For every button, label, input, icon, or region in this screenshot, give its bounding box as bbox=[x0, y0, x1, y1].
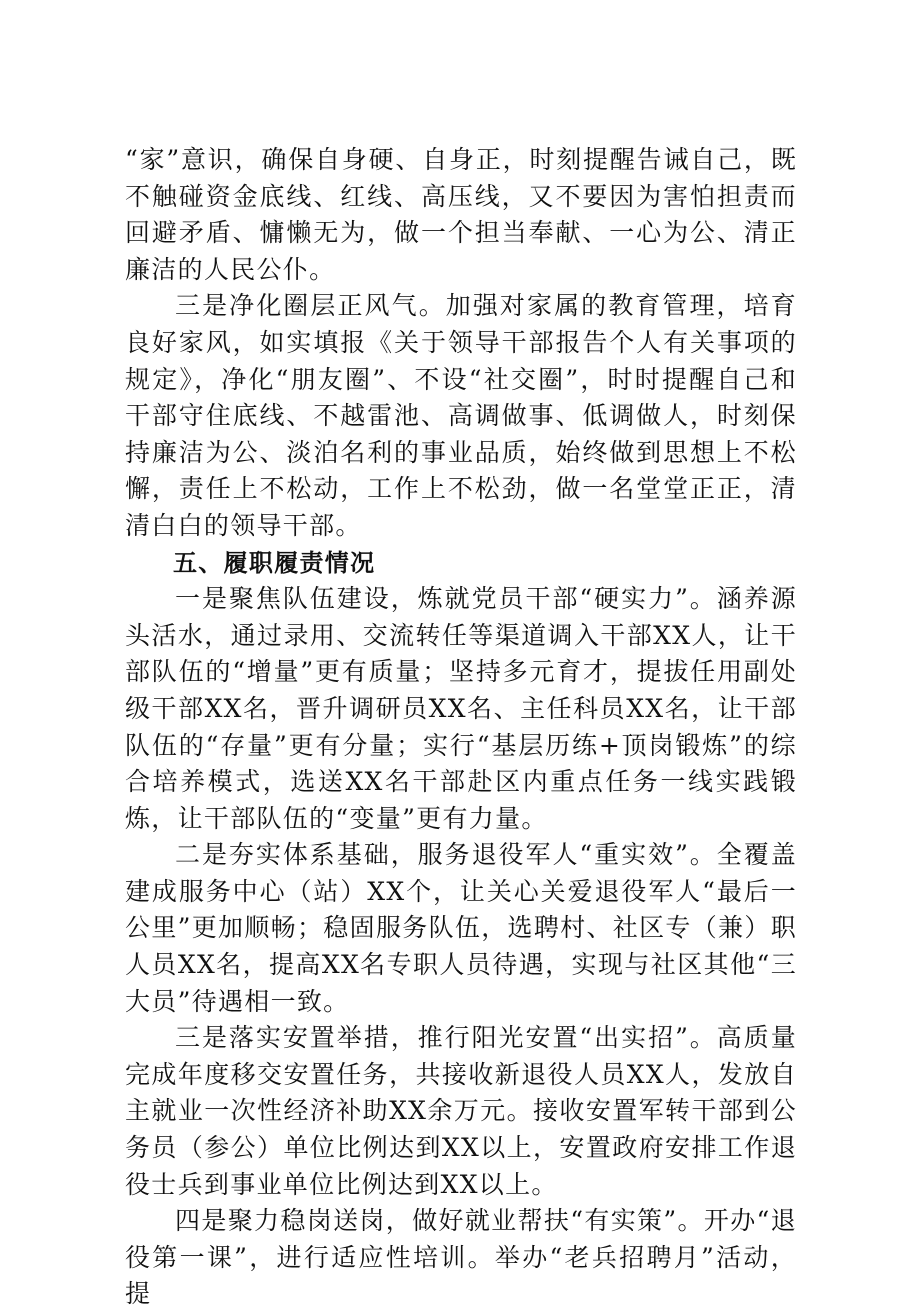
paragraph-purify-circle: 三是净化圈层正风气。加强对家属的教育管理，培育良好家风，如实填报《关于领导干部报告个人有关事项的规定》，净化“朋友圈”、不设“社交圈”，时时提醒自己和干部守住底线、不越雷池、高调做事、低调做人，时刻保持廉洁为公、淡泊名利的事业品质，始终做到思想上不松懈，责任上不松动，工作上不松劲，做一名堂堂正正，清清白白的领导干部。 bbox=[125, 291, 797, 540]
paragraph-team-building: 一是聚焦队伍建设，炼就党员干部“硬实力”。涵养源头活水，通过录用、交流转任等渠道调入干部XX人，让干部队伍的“增量”更有质量；坚持多元育才，提拔任用副处级干部XX名，晋升调研员XX名、主任科员XX名，让干部队伍的“存量”更有分量；实行“基层历练+顶岗锻炼”的综合培养模式，选送XX名干部赴区内重点任务一线实践锻炼，让干部队伍的“变量”更有力量。 bbox=[125, 584, 797, 833]
paragraph-placement-measures: 三是落实安置举措，推行阳光安置“出实招”。高质量完成年度移交安置任务，共接收新退役人员XX人，发放自主就业一次性经济补助XX余万元。接收安置军转干部到公务员（参公）单位比例达到XX以上，安置政府安排工作退役士兵到事业单位比例达到XX以上。 bbox=[125, 1023, 797, 1199]
document-body bbox=[125, 142, 797, 1313]
section-heading-duty-performance: 五、履职履责情况 bbox=[173, 548, 376, 577]
paragraph-employment-support: 四是聚力稳岗送岗，做好就业帮扶“有实策”。开办“退役第一课”，进行适应性培训。举办“老兵招聘月”活动，提 bbox=[125, 1206, 797, 1309]
paragraph-service-system: 二是夯实体系基础，服务退役军人“重实效”。全覆盖建成服务中心（站）XX个，让关心关爱退役军人“最后一公里”更加顺畅；稳固服务队伍，选聘村、社区专（兼）职人员XX名，提高XX名专职人员待遇，实现与社区其他“三大员”待遇相一致。 bbox=[125, 840, 797, 1016]
paragraph-continuation: “家”意识，确保自身硬、自身正，时刻提醒告诫自己，既不触碰资金底线、红线、高压线，又不要因为害怕担责而回避矛盾、慵懒无为，做一个担当奉献、一心为公、清正廉洁的人民公仆。 bbox=[125, 145, 797, 284]
